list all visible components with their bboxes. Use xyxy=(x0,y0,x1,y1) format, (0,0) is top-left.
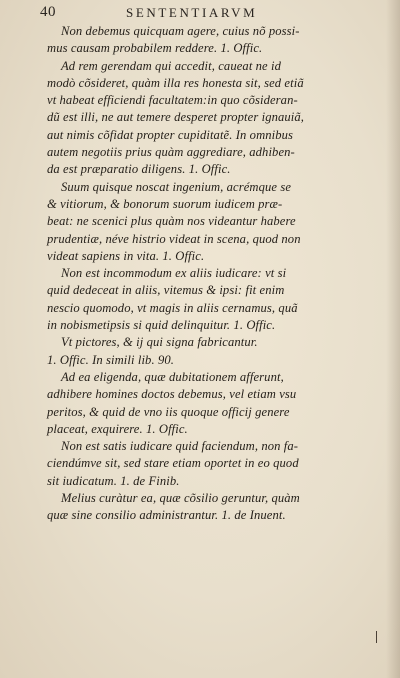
text-line: Non est satis iudicare quid faciendum, non fa- xyxy=(61,439,299,454)
text-line: nescio quomodo, vt magis in aliis cernamus, quã xyxy=(47,300,298,315)
text-line: 1. Offic. In simili lib. 90. xyxy=(47,352,174,367)
text-line: videat sapiens in vita. 1. Offic. xyxy=(47,248,205,263)
text-line: Suum quisque noscat ingenium, acrémque se xyxy=(61,179,292,194)
text-line: aut nimis cõfidat propter cupiditatẽ. In omnibus xyxy=(47,127,294,142)
text-line: peritos, & quid de vno iis quoque officij genere xyxy=(47,404,290,419)
text-line: Non est incommodum ex aliis iudicare: vt si xyxy=(61,266,287,281)
text-line: autem negotiis prius quàm aggrediare, adhiben- xyxy=(47,145,295,160)
text-line: Vt pictores, & ij qui signa fabricantur. xyxy=(61,335,258,350)
text-line: Melius curàtur ea, quæ cõsilio geruntur, quàm xyxy=(61,491,300,506)
running-head: SENTENTIARVM xyxy=(126,5,258,20)
text-line: prudentiæ, néve histrio videat in scena, quod non xyxy=(47,231,301,246)
text-line: modò cõsideret, quàm illa res honesta sit, sed etiã xyxy=(47,75,304,90)
sententiae-text-block xyxy=(47,23,377,525)
text-line: ciendúmve sit, sed stare etiam oportet in eo quod xyxy=(47,456,299,471)
text-line: sit iudicatum. 1. de Finib. xyxy=(47,473,180,488)
page-number: 40 xyxy=(40,4,56,20)
text-line: quæ sine consilio administrantur. 1. de Inuent. xyxy=(47,508,286,523)
margin-mark xyxy=(376,631,377,643)
text-line: mus causam probabilem reddere. 1. Offic. xyxy=(47,41,263,56)
text-line: Non debemus quicquam agere, cuius nõ possi- xyxy=(61,24,300,38)
text-line: da est præparatio diligens. 1. Offic. xyxy=(47,162,231,177)
text-line: adhibere homines doctos debemus, vel etiam vsu xyxy=(47,387,297,402)
text-line: dũ est illi, ne aut temere desperet propter ignauiã, xyxy=(47,110,305,125)
text-line: placeat, exquirere. 1. Offic. xyxy=(47,421,188,436)
text-line: in nobismetipsis si quid delinquitur. 1. Offic. xyxy=(47,318,276,333)
text-line: Ad ea eligenda, quæ dubitationem afferunt, xyxy=(61,369,284,384)
text-line: vt habeat efficiendi facultatem:in quo cõsideran- xyxy=(47,93,298,108)
page-edge-shadow xyxy=(386,0,400,678)
text-line: beat: ne scenici plus quàm nos videantur habere xyxy=(47,214,296,229)
text-line: & vitiorum, & bonorum suorum iudicem præ- xyxy=(47,196,283,211)
page-header xyxy=(40,2,370,22)
text-line: quid dedeceat in aliis, vitemus & ipsi: fit enim xyxy=(47,283,285,298)
text-line: Ad rem gerendam qui accedit, caueat ne id xyxy=(61,58,281,73)
